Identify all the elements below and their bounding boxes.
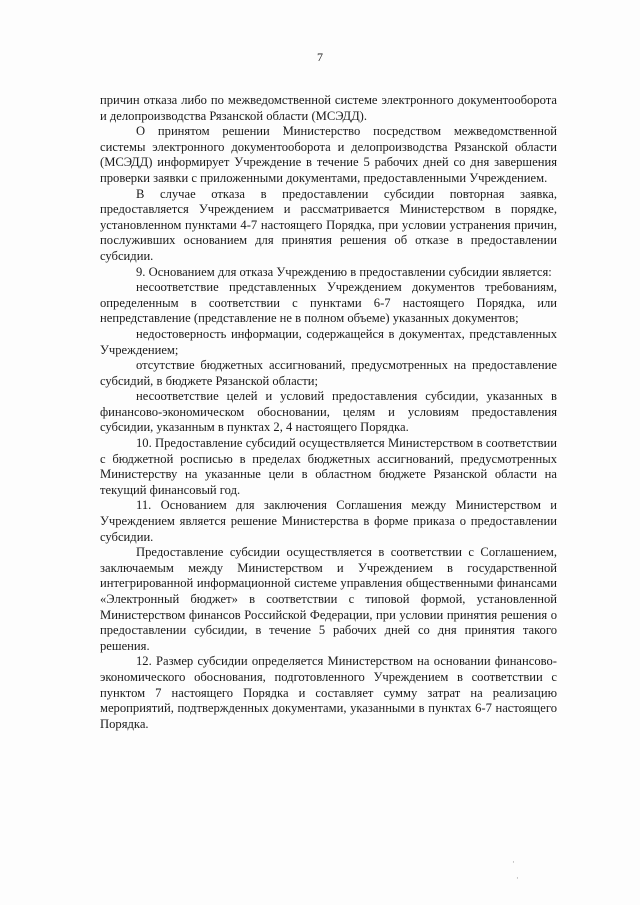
- paragraph-refusal-reason-4: несоответствие целей и условий предоставления субсидии, указанных в финансово-экономическом обосновании, целям и условиям предоставления субсидии, указанным в пунктах 2, 4 настоящего Порядка.: [100, 389, 557, 435]
- scan-speck: ·: [512, 858, 515, 868]
- paragraph-continuation: причин отказа либо по межведомственной системе электронного документооборота и делопроизводства Рязанской области (МСЭДД).: [100, 93, 557, 123]
- paragraph-item-11: 11. Основанием для заключения Соглашения между Министерством и Учреждением является решение Министерства в форме приказа о предоставлении субсидии.: [100, 498, 557, 544]
- paragraph-item-12: 12. Размер субсидии определяется Министерством на основании финансово-экономического обоснования, подготовленного Учреждением в соответствии с пунктом 7 настоящего Порядка и составляет сумму затрат на реализацию мероприятий, подтвержденных документами, указанными в пунктах 6-7 настоящего Порядка.: [100, 654, 557, 731]
- paragraph-refusal-reason-3: отсутствие бюджетных ассигнований, предусмотренных на предоставление субсидий, в бюджете Рязанской области;: [100, 358, 557, 388]
- paragraph-item-10: 10. Предоставление субсидий осуществляется Министерством в соответствии с бюджетной росписью в пределах бюджетных ассигнований, предусмотренных Министерству на указанные цели в областном бюджете Рязанской области на текущий финансовый год.: [100, 436, 557, 497]
- paragraph-decision-notice: О принятом решении Министерство посредством межведомственной системы электронного документооборота и делопроизводства Рязанской области (МСЭДД) информирует Учреждение в течение 5 рабочих дней со дня завершения проверки заявки с приложенными документами, предоставленными Учреждением.: [100, 124, 557, 185]
- document-body: [100, 93, 557, 732]
- page-number: 7: [317, 50, 323, 64]
- paragraph-repeat-application: В случае отказа в предоставлении субсидии повторная заявка, предоставляется Учреждением и рассматривается Министерством в порядке, установленном пунктами 4-7 настоящего Порядка, при условии устранения причин, послуживших основанием для принятия решения об отказе в предоставлении субсидии.: [100, 186, 557, 263]
- paragraph-refusal-reason-2: недостоверность информации, содержащейся в документах, представленных Учреждением;: [100, 326, 557, 357]
- scan-speck: ·: [516, 874, 519, 884]
- paragraph-refusal-reason-1: несоответствие представленных Учреждением документов требованиям, определенным в соответствии с пунктами 6-7 настоящего Порядка, или непредставление (представление не в полном объеме) указанных документов;: [100, 280, 557, 326]
- paragraph-agreement: Предоставление субсидии осуществляется в соответствии с Соглашением, заключаемым между Министерством и Учреждением в государственной интегрированной информационной системе управления общественными финансами «Электронный бюджет» в соответствии с типовой формой, установленной Министерством финансов Российской Федерации, при условии принятия решения о предоставлении субсидии, в течение 5 рабочих дней со дня принятия такого решения.: [100, 545, 557, 653]
- paragraph-item-9: 9. Основанием для отказа Учреждению в предоставлении субсидии является:: [136, 264, 552, 279]
